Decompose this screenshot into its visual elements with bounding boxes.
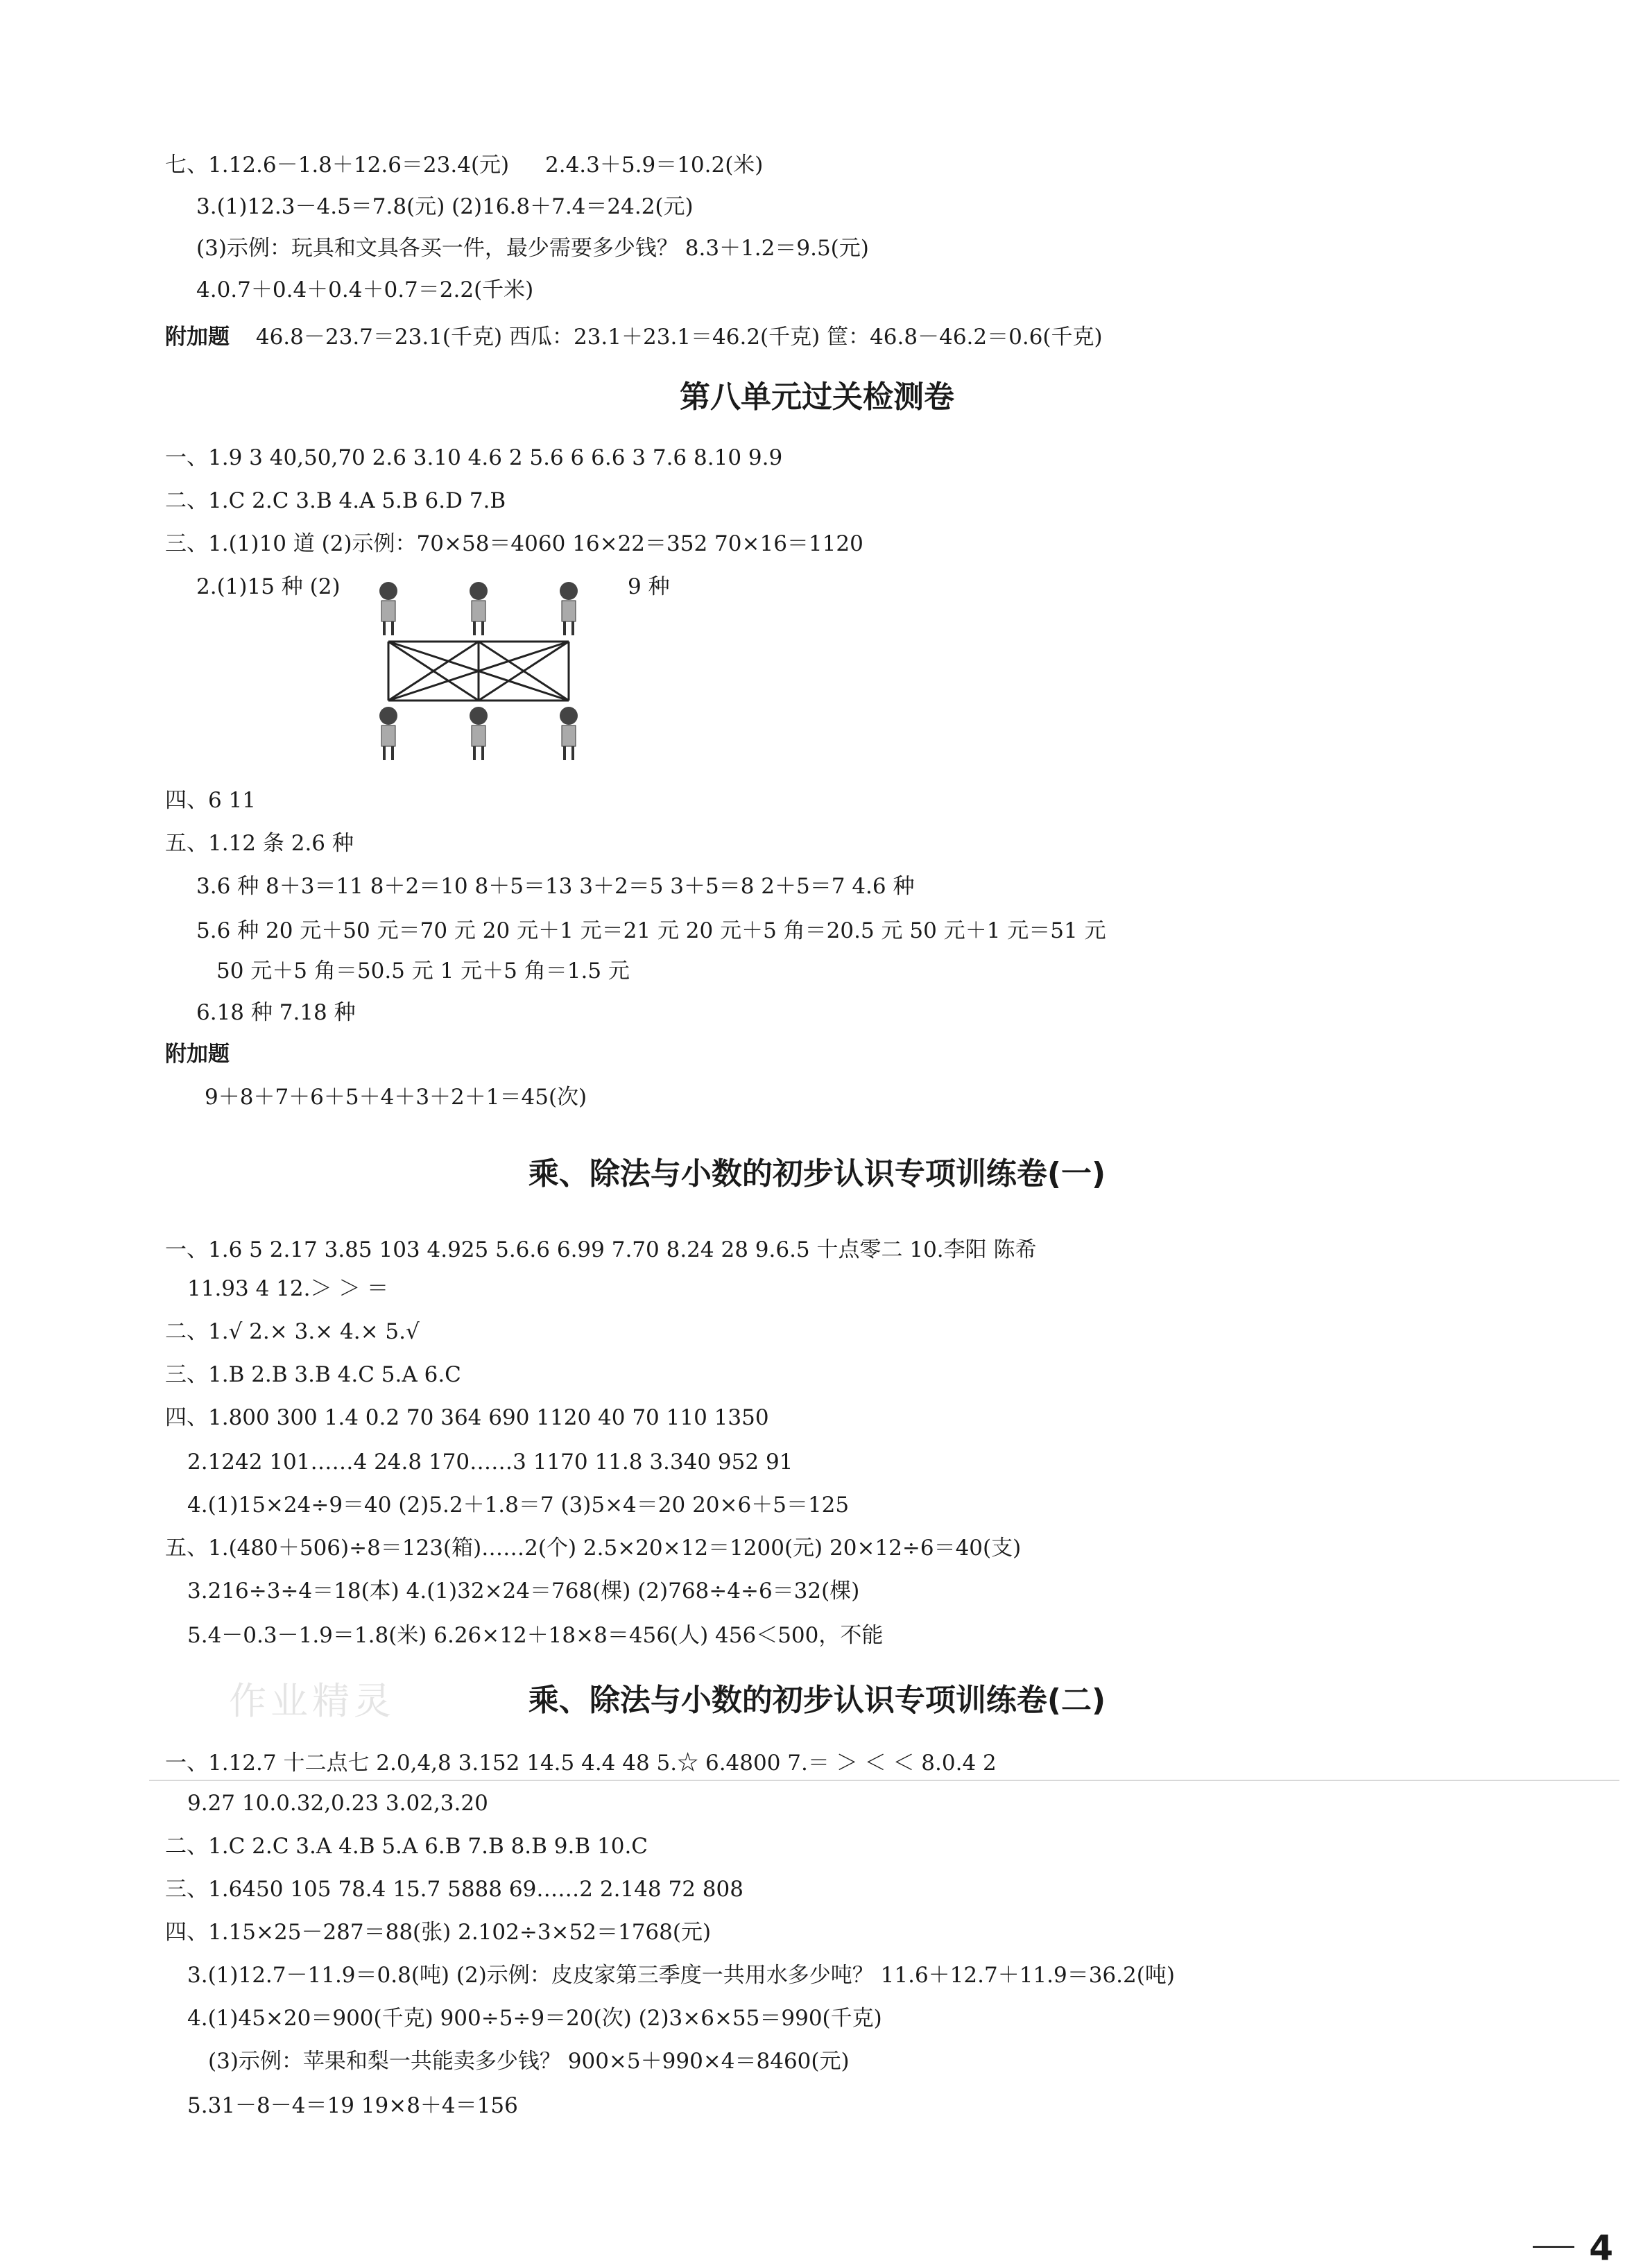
answer-line: 5.6 种 20 元＋50 元＝70 元 20 元＋1 元＝21 元 20 元＋5 角＝20.5 元 50 元＋1 元＝51 元 [196, 918, 1106, 943]
section-title: 乘、除法与小数的初步认识专项训练卷(二) [528, 1683, 1106, 1718]
answer-line: 9 种 [628, 574, 670, 599]
answer-line: 四、6 11 [165, 788, 257, 813]
divider [149, 1780, 1619, 1781]
child-figure-icon [470, 707, 488, 760]
answer-line: 二、1.C 2.C 3.A 4.B 5.A 6.B 7.B 8.B 9.B 10.C [165, 1834, 648, 1859]
answer-line: 一、1.12.7 十二点七 2.0,4,8 3.152 14.5 4.4 48 5.☆ 6.4800 7.＝ ＞ ＜ ＜ 8.0.4 2 [165, 1751, 997, 1776]
answer-line: 3.6 种 8＋3＝11 8＋2＝10 8＋5＝13 3＋2＝5 3＋5＝8 2＋5＝7 4.6 种 [196, 874, 915, 899]
child-figure-icon [560, 582, 578, 635]
answer-line: 11.93 4 12.＞ ＞ ＝ [187, 1276, 389, 1301]
child-figure-icon [379, 582, 397, 635]
answer-line: 一、1.9 3 40,50,70 2.6 3.10 4.6 2 5.6 6 6.6 3 7.6 8.10 9.9 [165, 445, 783, 470]
extra-label: 附加题 [165, 325, 230, 350]
answer-line: 四、1.15×25－287＝88(张) 2.102÷3×52＝1768(元) [165, 1920, 712, 1945]
answer-line: (3)示例：苹果和梨一共能卖多少钱？ 900×5＋990×4＝8460(元) [208, 2049, 850, 2074]
child-figure-icon [379, 707, 397, 760]
answer-line: 4.0.7＋0.4＋0.4＋0.7＝2.2(千米) [196, 277, 534, 302]
answer-line [165, 323, 1103, 351]
answer-line: 3.(1)12.3－4.5＝7.8(元) (2)16.8＋7.4＝24.2(元) [196, 194, 694, 219]
child-figure-icon [470, 582, 488, 635]
answer-line: 2.(1)15 种 (2) [196, 574, 341, 599]
answer-line: 4.(1)15×24÷9＝40 (2)5.2＋1.8＝7 (3)5×4＝20 20×6＋5＝125 [187, 1493, 850, 1518]
answer-line: 五、1.12 条 2.6 种 [165, 831, 354, 856]
answer-line: 3.(1)12.7－11.9＝0.8(吨) (2)示例：皮皮家第三季度一共用水多少吨？ 11.6＋12.7＋11.9＝36.2(吨) [187, 1963, 1175, 1988]
section-title: 乘、除法与小数的初步认识专项训练卷(一) [528, 1156, 1106, 1192]
answer-line: 50 元＋5 角＝50.5 元 1 元＋5 角＝1.5 元 [216, 959, 630, 983]
answer-line: 4.(1)45×20＝900(千克) 900÷5÷9＝20(次) (2)3×6×55＝990(千克) [187, 2006, 882, 2031]
answer-line: 3.216÷3÷4＝18(本) 4.(1)32×24＝768(棵) (2)768÷4÷6＝32(棵) [187, 1579, 860, 1604]
answer-line: 5.31－8－4＝19 19×8＋4＝156 [187, 2093, 518, 2118]
page-number-dash [1533, 2246, 1574, 2248]
answer-line: 9＋8＋7＋6＋5＋4＋3＋2＋1＝45(次) [205, 1085, 587, 1110]
answer-text: 2.4.3＋5.9＝10.2(米) [545, 153, 764, 178]
page-number: 4 [1589, 2228, 1613, 2268]
extra-label: 附加题 [165, 1042, 230, 1067]
answer-line: 二、1.√ 2.× 3.× 4.× 5.√ [165, 1319, 420, 1344]
watermark: 作业精灵 [229, 1679, 395, 1723]
answer-text: 46.8－23.7＝23.1(千克) 西瓜：23.1＋23.1＝46.2(千克) 筐：46.8－46.2＝0.6(千克) [255, 325, 1103, 350]
answer-line: 一、1.6 5 2.17 3.85 103 4.925 5.6.6 6.99 7.70 8.24 28 9.6.5 十点零二 10.李阳 陈希 [165, 1237, 1037, 1262]
answer-line: 三、1.(1)10 道 (2)示例：70×58＝4060 16×22＝352 70×16＝1120 [165, 531, 863, 556]
answer-line: (3)示例：玩具和文具各买一件，最少需要多少钱？ 8.3＋1.2＝9.5(元) [196, 236, 869, 261]
answer-line: 三、1.B 2.B 3.B 4.C 5.A 6.C [165, 1362, 461, 1387]
section-title: 第八单元过关检测卷 [680, 379, 954, 415]
answer-line: 三、1.6450 105 78.4 15.7 5888 69……2 2.148 72 808 [165, 1877, 743, 1902]
answer-line: 五、1.(480＋506)÷8＝123(箱)……2(个) 2.5×20×12＝1200(元) 20×12÷6＝40(支) [165, 1536, 1022, 1561]
answer-line: 二、1.C 2.C 3.B 4.A 5.B 6.D 7.B [165, 488, 506, 513]
answer-line: 6.18 种 7.18 种 [196, 1000, 356, 1025]
child-figure-icon [560, 707, 578, 760]
answer-text: 七、1.12.6－1.8＋12.6＝23.4(元) [165, 153, 510, 178]
answer-line: 2.1242 101……4 24.8 170……3 1170 11.8 3.340 952 91 [187, 1450, 793, 1475]
answer-line [165, 151, 763, 179]
connection-lines [388, 642, 569, 701]
answer-line: 四、1.800 300 1.4 0.2 70 364 690 1120 40 70 110 1350 [165, 1405, 769, 1430]
answer-line: 5.4－0.3－1.9＝1.8(米) 6.26×12＋18×8＝456(人) 456＜500，不能 [187, 1623, 884, 1648]
answer-line: 9.27 10.0.32,0.23 3.02,3.20 [187, 1791, 488, 1816]
pairing-diagram [361, 569, 596, 777]
